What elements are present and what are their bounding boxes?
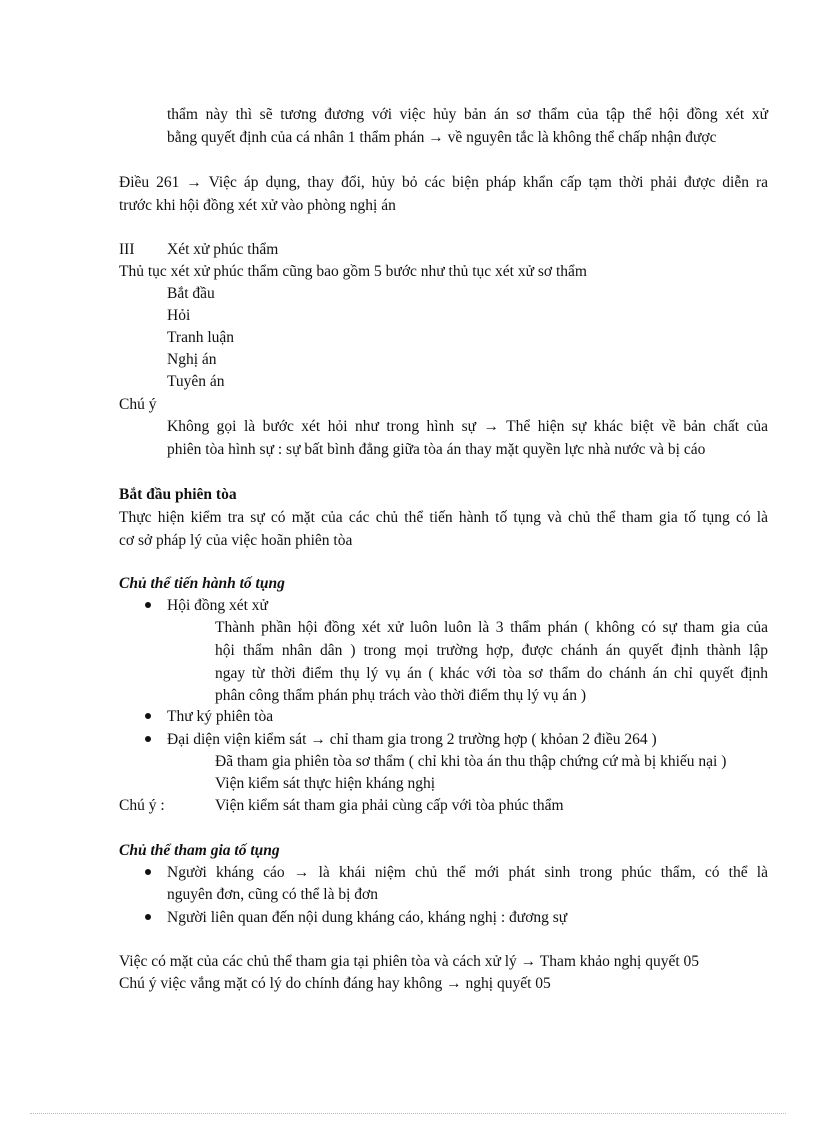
bullet-text: Người kháng cáo → là khái niệm chủ thể mới phát sinh trong phúc thẩm, có thể là [167, 864, 768, 881]
paragraph-line: phân công thẩm phán phụ trách vào thời điểm thụ lý vụ án ) [215, 687, 587, 704]
heading: Chủ thể tiến hành tố tụng [119, 575, 285, 592]
bullet-icon [145, 713, 151, 719]
bullet-icon [145, 869, 151, 875]
bullet-icon [145, 736, 151, 742]
note-label: Chú ý : [119, 797, 165, 814]
section-title: Xét xử phúc thẩm [167, 241, 279, 258]
paragraph-line: Viện kiểm sát thực hiện kháng nghị [215, 775, 436, 792]
paragraph-line: ngay từ thời điểm thụ lý vụ án ( khác với tòa sơ thẩm do chánh án chỉ quyết định [215, 665, 768, 682]
paragraph-line: cơ sở pháp lý của việc hoãn phiên tòa [119, 532, 353, 549]
bullet-text: Hội đồng xét xử [167, 597, 268, 614]
list-item: Nghị án [167, 351, 217, 368]
paragraph-line: trước khi hội đồng xét xử vào phòng nghị án [119, 197, 396, 214]
note-text: Viện kiểm sát tham gia phải cùng cấp với tòa phúc thẩm [215, 797, 564, 814]
list-item: Tranh luận [167, 329, 235, 346]
paragraph-line: hội thẩm nhân dân ) trong mọi trường hợp, được chánh án quyết định thành lập [215, 642, 768, 659]
heading: Bắt đầu phiên tòa [119, 486, 237, 503]
bullet-text: Đại diện viện kiểm sát → chỉ tham gia trong 2 trường hợp ( khỏan 2 điều 264 ) [167, 731, 657, 748]
paragraph-line: Điều 261 → Việc áp dụng, thay đổi, hủy bỏ các biện pháp khẩn cấp tạm thời phải được diễn ra [119, 174, 768, 191]
section-intro: Thủ tục xét xử phúc thẩm cũng bao gồm 5 bước như thủ tục xét xử sơ thẩm [119, 263, 587, 280]
note-line: phiên tòa hình sự : sự bất bình đẳng giữa tòa án thay mặt quyền lực nhà nước và bị cáo [167, 441, 706, 458]
note-label: Chú ý [119, 396, 157, 413]
paragraph-line: thẩm này thì sẽ tương đương với việc hủy bản án sơ thẩm của tập thể hội đồng xét xử [167, 106, 768, 123]
paragraph-line: Thực hiện kiểm tra sự có mặt của các chủ thể tiến hành tố tụng và chủ thể tham gia tố tụng có là [119, 509, 768, 526]
paragraph-line: nguyên đơn, cũng có thể là bị đơn [167, 886, 378, 903]
paragraph-line: bằng quyết định của cá nhân 1 thẩm phán → về nguyên tắc là không thể chấp nhận được [167, 129, 717, 146]
paragraph-line: Chú ý việc vắng mặt có lý do chính đáng hay không → nghị quyết 05 [119, 975, 551, 992]
heading: Chủ thể tham gia tố tụng [119, 842, 280, 859]
list-item: Hỏi [167, 307, 191, 324]
page-bottom-divider [30, 1113, 786, 1114]
section-number: III [119, 241, 135, 258]
note-line: Không gọi là bước xét hỏi như trong hình sự → Thể hiện sự khác biệt về bản chất của [167, 418, 768, 435]
bullet-text: Thư ký phiên tòa [167, 708, 274, 725]
bullet-icon [145, 602, 151, 608]
bullet-text: Người liên quan đến nội dung kháng cáo, kháng nghị : đương sự [167, 909, 568, 926]
paragraph-line: Thành phần hội đồng xét xử luôn luôn là 3 thẩm phán ( không có sự tham gia của [215, 619, 768, 636]
bullet-icon [145, 914, 151, 920]
paragraph-line: Việc có mặt của các chủ thể tham gia tại phiên tòa và cách xử lý → Tham khảo nghị quyết 05 [119, 953, 700, 970]
paragraph-line: Đã tham gia phiên tòa sơ thẩm ( chỉ khi tòa án thu thập chứng cứ mà bị khiếu nại ) [215, 753, 727, 770]
list-item: Bắt đầu [167, 285, 215, 302]
list-item: Tuyên án [167, 373, 225, 390]
